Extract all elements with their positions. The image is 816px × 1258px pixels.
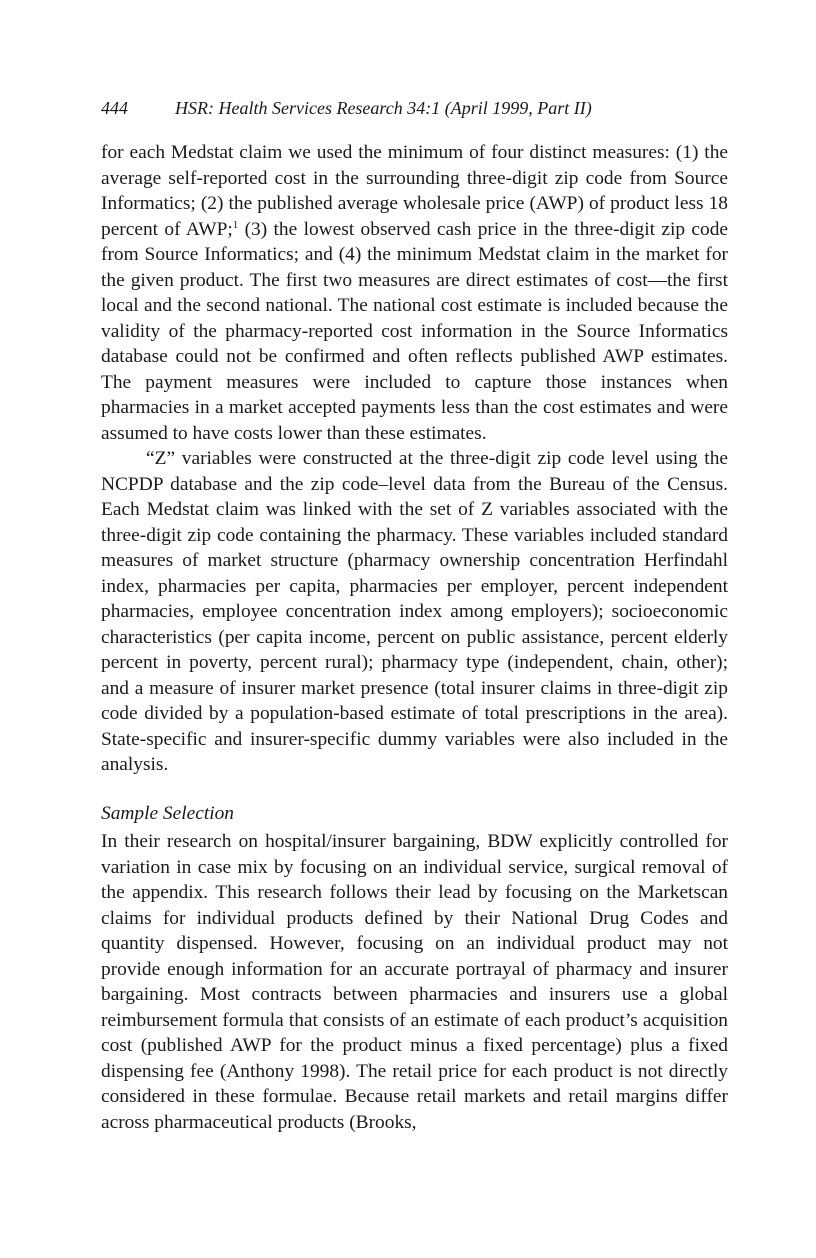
paragraph-text: (3) the lowest observed cash price in the three-digit zip code from Source Informatics; and (4) the minimum Medstat claim in the market for the given product. The first two measures are direct estimates of cost—the first local and the second national. The national cost estimate is included because the validity of the pharmacy-reported cost information in the Source Informatics database could not be confirmed and often reflects published AWP estimates. The payment measures were included to capture those instances when pharmacies in a market accepted payments less than the cost estimates and were assumed to have costs lower than these estimates. [101,218,728,444]
paragraph-sample-selection: In their research on hospital/insurer bargaining, BDW explicitly controlled for variation in case mix by focusing on an individual service, surgical removal of the appendix. This research follows their lead by focusing on the Marketscan claims for individual products defined by their National Drug Codes and quantity dispensed. However, focusing on an individual product may not provide enough information for an accurate portrayal of pharmacy and insurer bargaining. Most contracts between pharmacies and insurers use a global reimbursement formula that consists of an estimate of each product’s acquisition cost (published AWP for the product minus a fixed percentage) plus a fixed dispensing fee (Anthony 1998). The retail price for each product is not directly considered in these formulae. Because retail markets and retail margins differ across pharmaceutical products (Brooks, [101,831,728,1133]
section-heading: Sample Selection [101,802,234,824]
paragraph-z-variables: “Z” variables were constructed at the three-digit zip code level using the NCPDP database and the zip code–level data from the Bureau of the Census. Each Medstat claim was linked with the set of Z variables associated with the three-digit zip code containing the pharmacy. These variables included standard measures of market structure (pharmacy ownership concentration Herfindahl index, pharmacies per capita, pharmacies per employer, percent independent pharmacies, employee concentration index among employers); socioeconomic characteristics (per capita income, percent on public assistance, percent elderly percent in poverty, percent rural); pharmacy type (independent, chain, other); and a measure of insurer market presence (total insurer claims in three-digit zip code divided by a population-based estimate of total prescriptions in the area). State-specific and insurer-specific dummy variables were also included in the analysis. [101,448,728,775]
paragraph-cost-measures [101,140,728,446]
page-number: 444 [101,98,128,118]
footnote-marker: 1 [232,218,239,231]
page [101,96,728,1135]
paragraph-text: for each Medstat claim we used the minimum of four distinct measures: (1) the average self-reported cost in the surrounding three-digit zip code from Source Informatics; (2) the published average wholesale price (AWP) of product less 18 percent of AWP; [101,142,728,240]
journal-citation: HSR: Health Services Research 34:1 (April 1999, Part II) [175,98,592,118]
running-header [101,96,728,120]
